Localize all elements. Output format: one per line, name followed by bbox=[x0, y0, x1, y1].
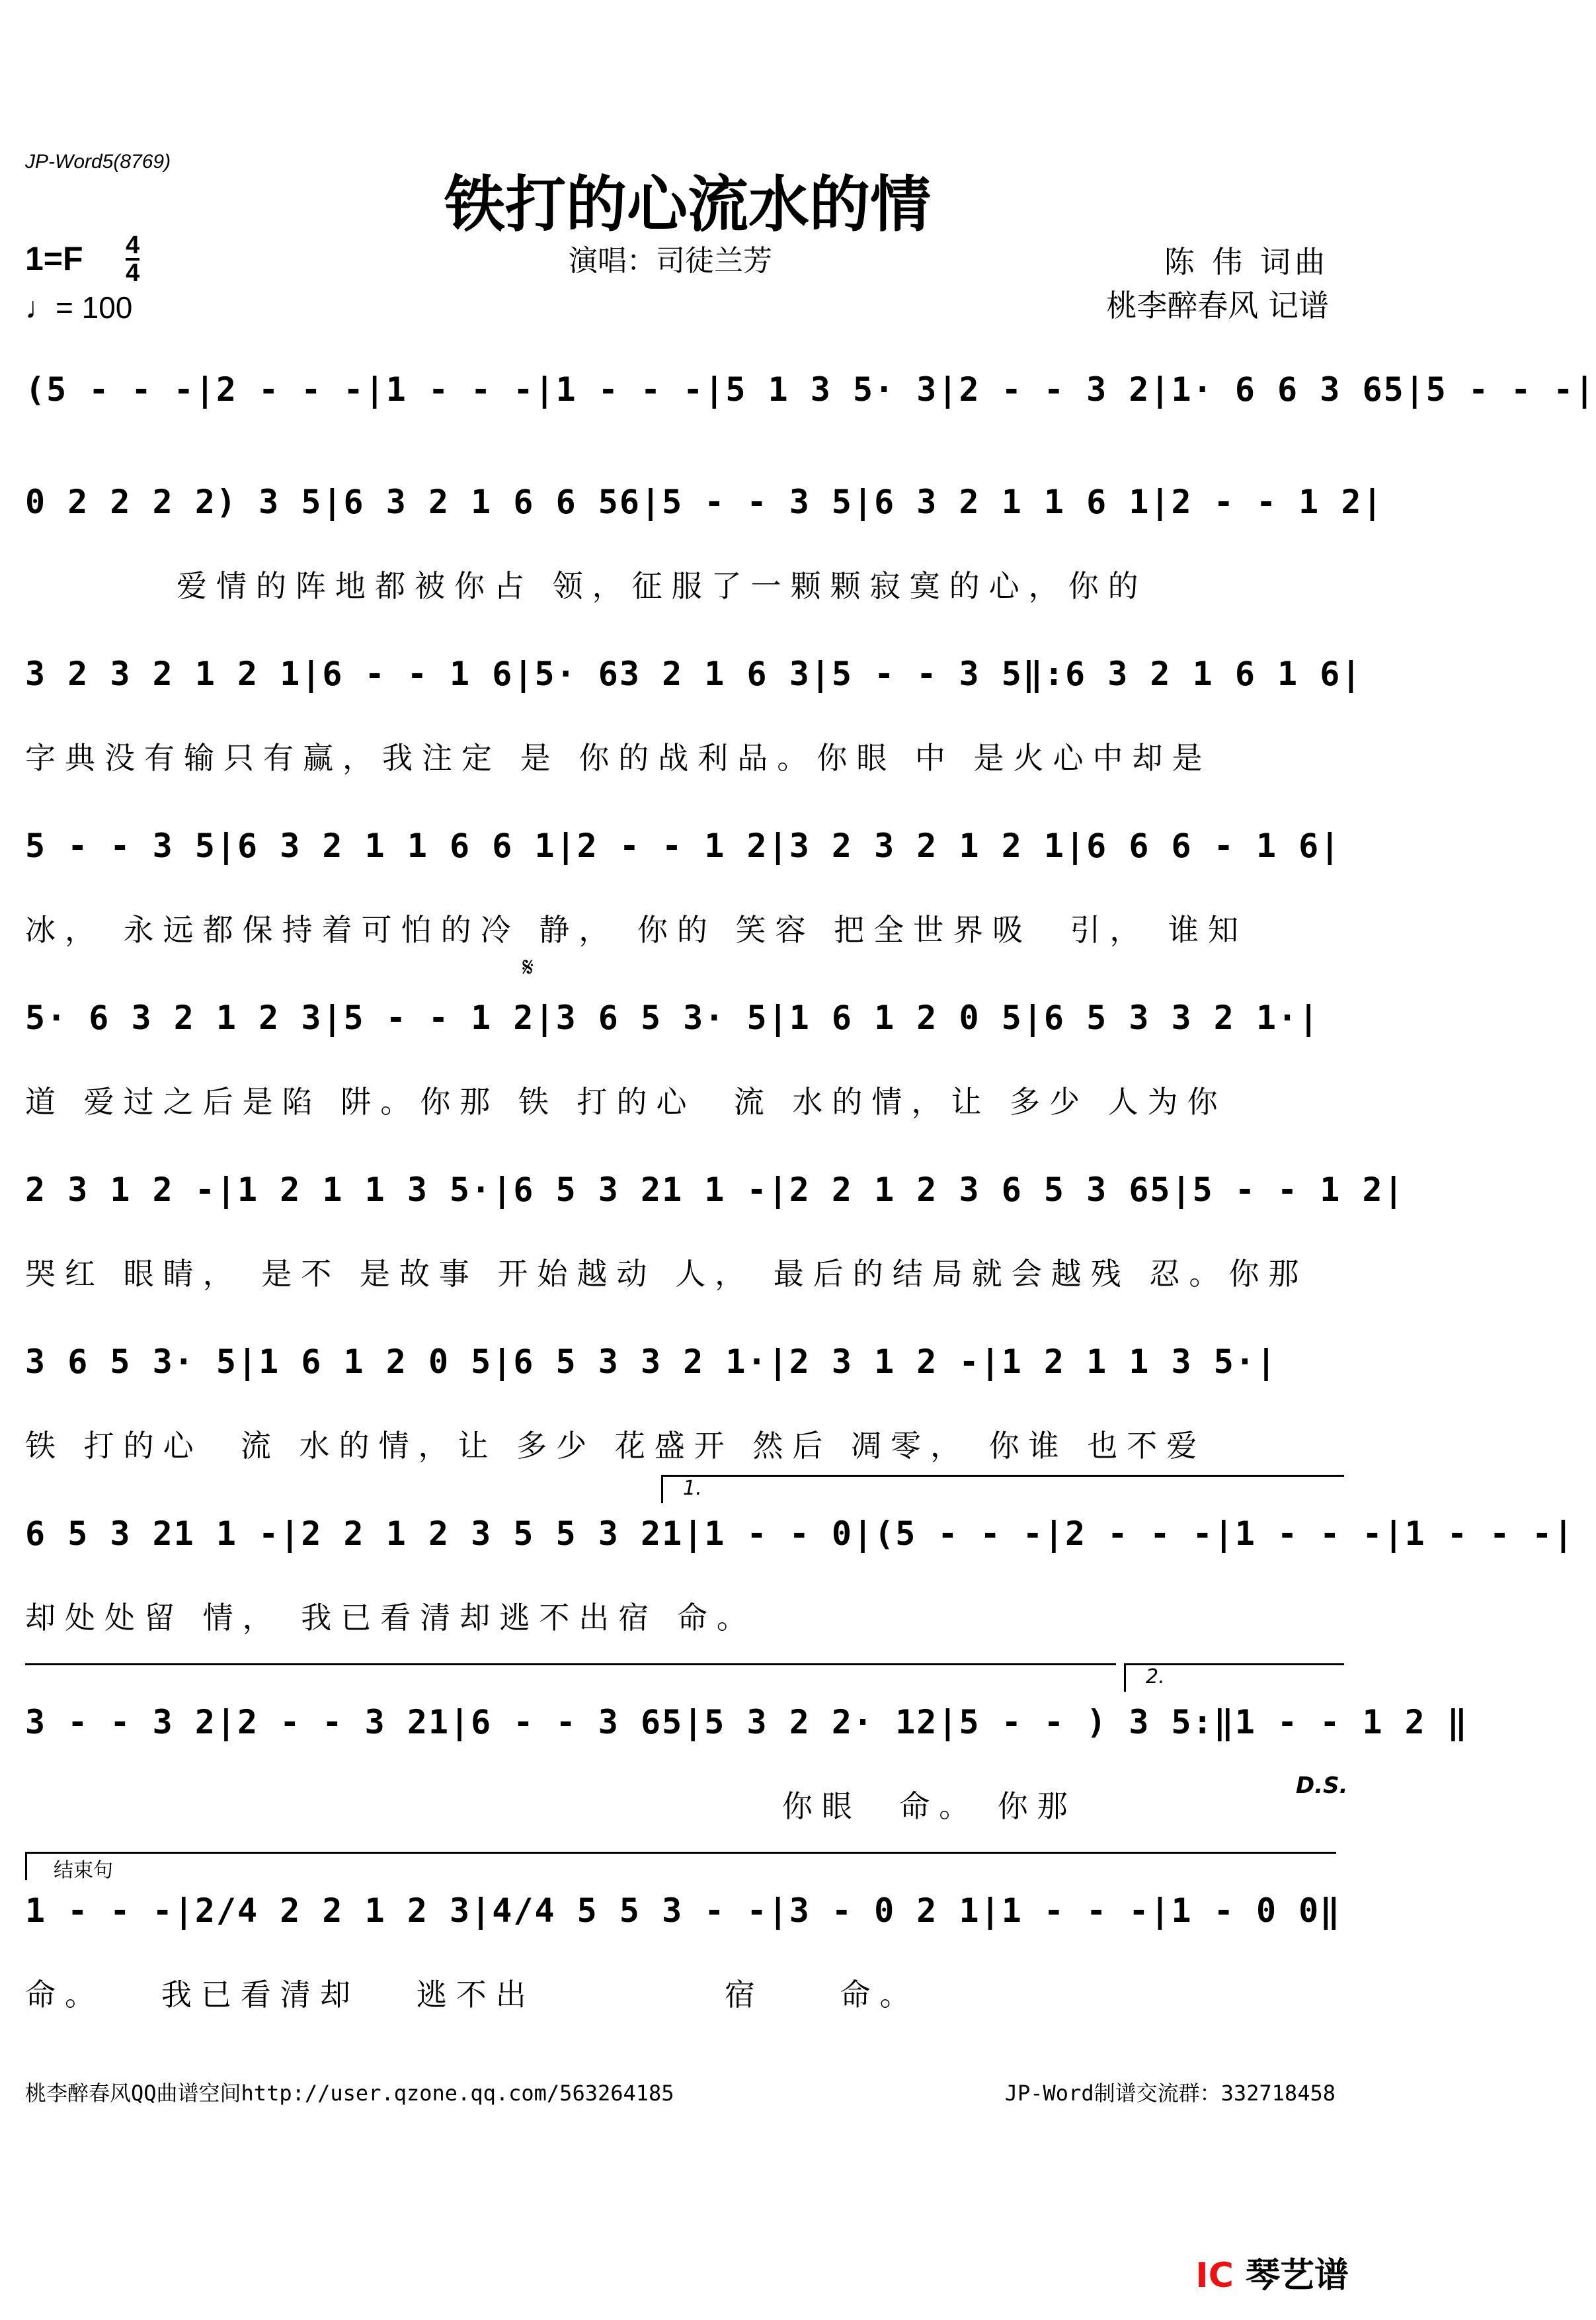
notes-row: (5 - - -|2 - - -|1 - - -|1 - - -|5 1 3 5· 3|2 - - 3 2|1· 6 6 3 65|5 - - -| bbox=[25, 370, 1596, 409]
volta-1-label: 1. bbox=[683, 1477, 702, 1500]
song-title: 铁打的心流水的情 bbox=[444, 169, 931, 240]
notes-row: 1 - - -|2/4 2 2 1 2 3|4/4 5 5 3 - -|3 - 0 2 1|1 - - -|1 - 0 0‖ bbox=[25, 1891, 1341, 1930]
lyrics-row: 道 爱过之后是陷 阱。你那 铁 打的心 流 水的情，让 多少 人为你 bbox=[25, 1084, 1227, 1120]
qinyipu-logo-icon: IC bbox=[1195, 2256, 1234, 2296]
volta-2-label: 2. bbox=[1146, 1665, 1165, 1688]
time-numerator: 4 bbox=[126, 231, 140, 259]
footer-right: JP-Word制谱交流群：332718458 bbox=[1004, 2081, 1336, 2106]
notes-row: 5 - - 3 5|6 3 2 1 1 6 6 1|2 - - 1 2|3 2 3 2 1 2 1|6 6 6 - 1 6| bbox=[25, 827, 1341, 865]
coda-bracket bbox=[25, 1852, 1336, 1880]
singer-credit: 演唱：司徒兰芳 bbox=[569, 244, 772, 278]
time-signature bbox=[126, 233, 140, 286]
lyrics-row: 爱情的阵地都被你占 领，征服了一颗颗寂寞的心，你的 bbox=[25, 568, 1148, 604]
volta-bracket-1-cont bbox=[25, 1663, 1116, 1692]
score-line-3 bbox=[25, 655, 1363, 820]
volta-bracket-2 bbox=[1124, 1663, 1344, 1692]
lyrics-row: 你眼 命。 你那 bbox=[25, 1788, 1077, 1824]
score-line-9 bbox=[25, 1703, 1468, 1868]
transcriber-credit: 桃李醉春风 记谱 bbox=[1106, 288, 1329, 323]
time-denominator: 4 bbox=[126, 259, 140, 287]
coda-label: 结束句 bbox=[54, 1859, 113, 1882]
notes-row: 0 2 2 2 2) 3 5|6 3 2 1 6 6 56|5 - - 3 5|6 3 2 1 1 6 1|2 - - 1 2| bbox=[25, 483, 1384, 521]
notes-row: 2 3 1 2 -|1 2 1 1 3 5·|6 5 3 21 1 -|2 2 1 2 3 6 5 3 65|5 - - 1 2| bbox=[25, 1171, 1405, 1209]
footer-left: 桃李醉春风QQ曲谱空间http://user.qzone.qq.com/563264185 bbox=[25, 2081, 674, 2106]
volta-bracket-1 bbox=[661, 1475, 1344, 1503]
score-line-10 bbox=[25, 1891, 1347, 2057]
lyrics-row: 冰， 永远都保持着可怕的冷 静， 你的 笑容 把全世界吸 引， 谁知 bbox=[25, 912, 1248, 948]
score-line-6 bbox=[25, 1171, 1405, 1336]
site-logo bbox=[1195, 2247, 1349, 2297]
lyrics-row: 字典没有输只有赢，我注定 是 你的战利品。你眼 中 是火心中却是 bbox=[25, 740, 1212, 776]
key-signature: 1=F bbox=[25, 240, 83, 277]
score-line-5 bbox=[25, 999, 1347, 1164]
notes-row: 3 - - 3 2|2 - - 3 21|6 - - 3 65|5 3 2 2· 12|5 - - ) 3 5:‖1 - - 1 2 ‖ bbox=[25, 1703, 1468, 1741]
lyrics-row: 铁 打的心 流 水的情，让 多少 花盛开 然后 凋零， 你谁 也不爱 bbox=[25, 1428, 1207, 1464]
score-line-4 bbox=[25, 827, 1347, 992]
software-label: JP-Word5(8769) bbox=[25, 151, 171, 173]
tempo-marking: ♩= 100 bbox=[25, 290, 133, 325]
score-line-8 bbox=[25, 1514, 1575, 1680]
score-line-2 bbox=[25, 483, 1384, 648]
notes-row: 3 6 5 3· 5|1 6 1 2 0 5|6 5 3 3 2 1·|2 3 1 2 -|1 2 1 1 3 5·| bbox=[25, 1343, 1278, 1381]
notes-row: 6 5 3 21 1 -|2 2 1 2 3 5 5 3 21|1 - - 0|(5 - - -|2 - - -|1 - - -|1 - - -| bbox=[25, 1514, 1575, 1553]
lyrics-row: 哭红 眼睛， 是不 是故事 开始越动 人， 最后的结局就会越残 忍。你那 bbox=[25, 1256, 1308, 1292]
segno-mark: 𝄋 bbox=[522, 952, 534, 983]
notes-row: 5· 6 3 2 1 2 3|5 - - 1 2|3 6 5 3· 5|1 6 1 2 0 5|6 5 3 3 2 1·| bbox=[25, 999, 1320, 1037]
logo-text: 琴艺谱 bbox=[1245, 2256, 1349, 2296]
lyrics-row: 却处处留 情， 我已看清却逃不出宿 命。 bbox=[25, 1600, 756, 1636]
notes-row: 3 2 3 2 1 2 1|6 - - 1 6|5· 63 2 1 6 3|5 - - 3 5‖:6 3 2 1 6 1 6| bbox=[25, 655, 1363, 693]
composer-credit: 陈 伟 词曲 bbox=[1164, 244, 1329, 280]
ds-mark: D.S. bbox=[1296, 1772, 1348, 1799]
lyrics-row: 命。 我已看清却 逃不出 宿 命。 bbox=[25, 1977, 920, 2012]
